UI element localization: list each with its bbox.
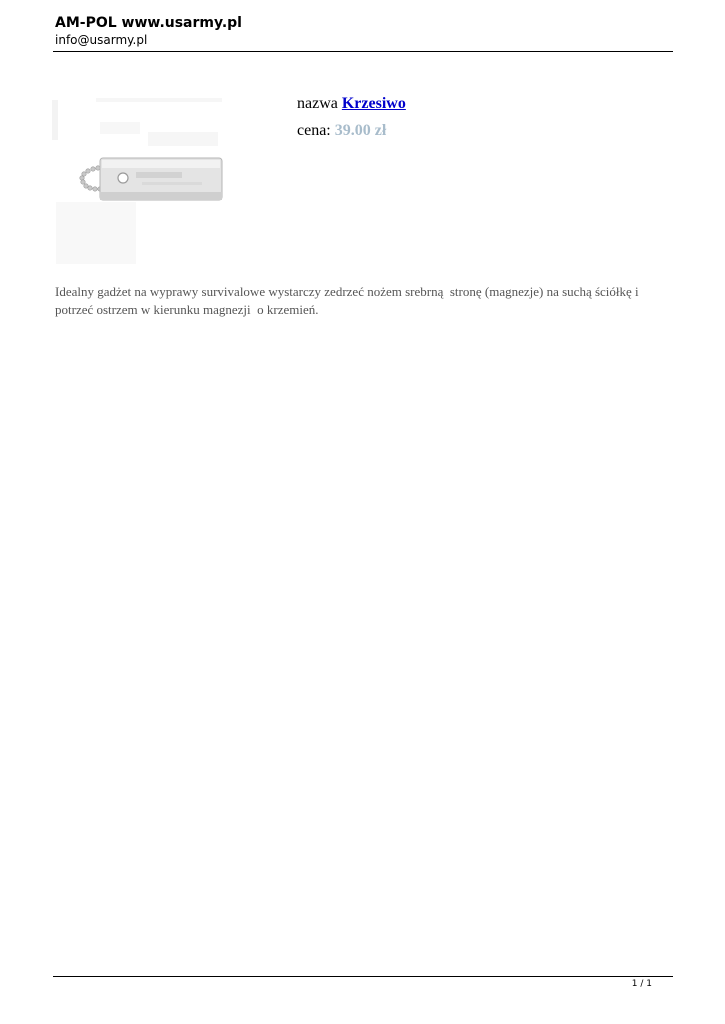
product-description: Idealny gadżet na wyprawy survivalowe wystarczy zedrzeć nożem srebrną stronę (magnezje) na suchą ściółkę i potrzeć ostrzem w kierunku magnezji o krzemień. [55, 284, 642, 317]
footer-divider [53, 976, 673, 977]
document-header [55, 14, 673, 48]
contact-email: info@usarmy.pl [55, 33, 148, 47]
product-info [297, 94, 406, 148]
product-name-row [297, 94, 406, 114]
product-price-row [297, 121, 406, 141]
fire-steel-keychain-icon [52, 92, 232, 270]
product-price-label: cena: [297, 122, 331, 139]
header-divider [53, 51, 673, 52]
product-name-link[interactable]: Krzesiwo [341, 95, 406, 112]
product-name-label: nazwa [297, 95, 338, 112]
page-number: 1 / 1 [631, 979, 652, 989]
product-price-value: 39.00 zł [334, 122, 387, 139]
company-name: AM-POL www.usarmy.pl [55, 15, 242, 31]
product-image [52, 92, 232, 270]
